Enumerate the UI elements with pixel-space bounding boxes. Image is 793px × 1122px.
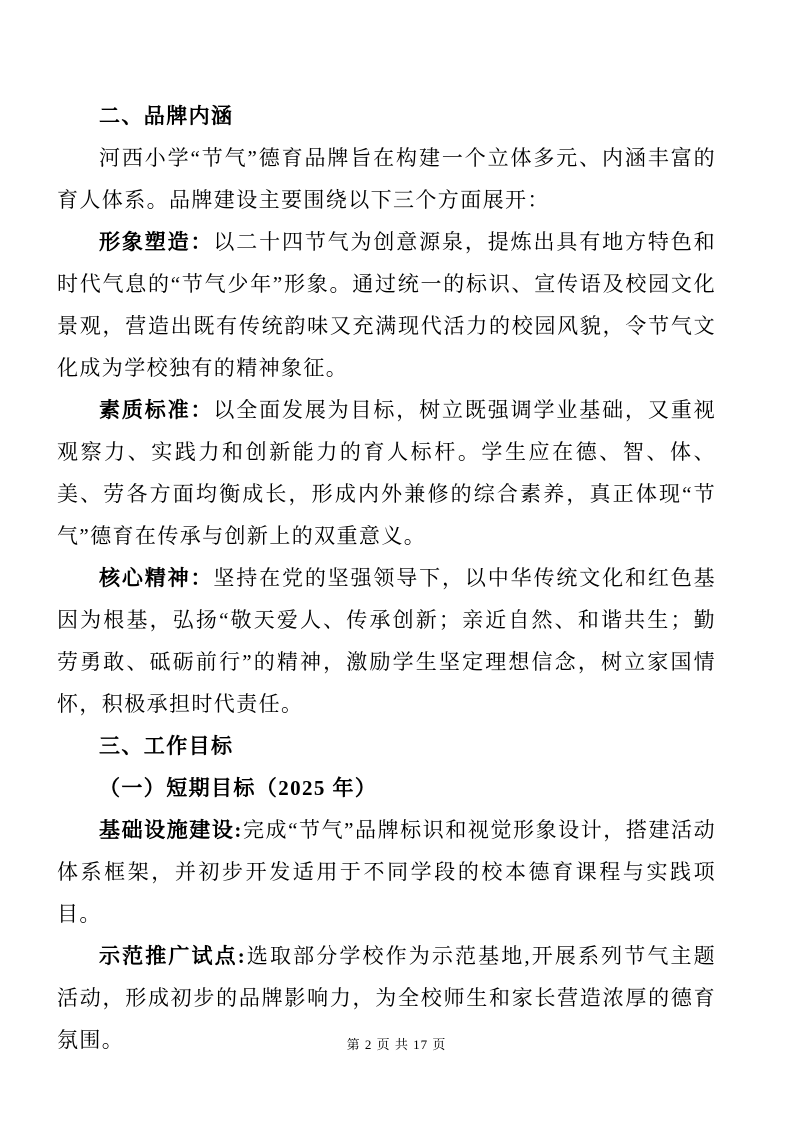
paragraph-image-shaping bbox=[57, 221, 716, 389]
paragraph-lead-bold: 核心精神： bbox=[99, 566, 214, 590]
paragraph-text: 以二十四节气为创意源泉，提炼出具有地方特色和时代气息的“节气少年”形象。通过统一的标识、宣传语及校园文化景观，营造出既有传统韵味又充满现代活力的校园风貌，令节气文化成为学校独有的精神象征。 bbox=[57, 230, 716, 380]
paragraph-text: 以全面发展为目标，树立既强调学业基础，又重视观察力、实践力和创新能力的育人标杆。学生应在德、智、体、美、劳各方面均衡成长，形成内外兼修的综合素养，真正体现“节气”德育在传承与创新上的双重意义。 bbox=[57, 398, 716, 548]
paragraph-text: 完成“节气”品牌标识和视觉形象设计，搭建活动体系框架，并初步开发适用于不同学段的校本德育课程与实践项目。 bbox=[57, 818, 716, 926]
page-footer bbox=[0, 1036, 793, 1054]
paragraph-text: 选取部分学校作为示范基地,开展系列节气主题活动，形成初步的品牌影响力，为全校师生和家长营造浓厚的德育氛围。 bbox=[57, 944, 716, 1052]
paragraph-lead-bold: 形象塑造： bbox=[99, 230, 214, 254]
paragraph-infrastructure bbox=[57, 809, 716, 935]
paragraph-text: 坚持在党的坚强领导下，以中华传统文化和红色基因为根基，弘扬“敬天爱人、传承创新；亲近自然、和谐共生；勤劳勇敢、砥砺前行”的精神，激励学生坚定理想信念，树立家国情怀，积极承担时代责任。 bbox=[57, 566, 716, 716]
heading-brand-connotation: 二、品牌内涵 bbox=[99, 104, 234, 128]
document-body bbox=[57, 95, 716, 1061]
paragraph-lead-bold: 基础设施建设: bbox=[99, 818, 243, 842]
paragraph-lead-bold: 素质标准： bbox=[99, 398, 214, 422]
paragraph-core-spirit bbox=[57, 557, 716, 725]
paragraph-text: 河西小学“节气”德育品牌旨在构建一个立体多元、内涵丰富的育人体系。品牌建设主要围绕以下三个方面展开： bbox=[57, 146, 716, 212]
paragraph-brand-intro bbox=[57, 137, 716, 221]
heading-short-term-goals-2025: （一）短期目标（2025 年） bbox=[99, 776, 378, 800]
paragraph-lead-bold: 示范推广试点: bbox=[99, 944, 247, 968]
paragraph-quality-standard bbox=[57, 389, 716, 557]
heading-work-goals: 三、工作目标 bbox=[99, 734, 234, 758]
page-number-text: 第 2 页 共 17 页 bbox=[346, 1037, 447, 1052]
